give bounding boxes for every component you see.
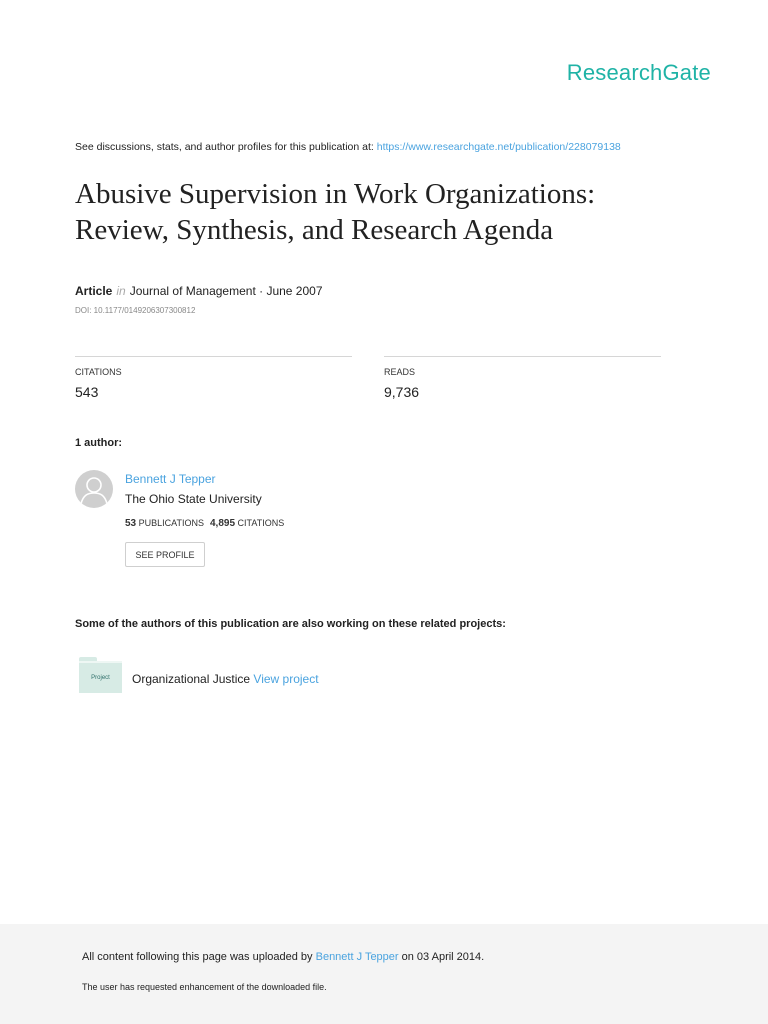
publication-title: [75, 176, 695, 248]
author-stats: [125, 518, 284, 529]
researchgate-logo[interactable]: ResearchGate: [566, 60, 711, 85]
reads-label: READS: [384, 367, 416, 377]
publication-meta: [75, 284, 323, 298]
project-item: [132, 672, 319, 686]
publication-type: Article: [75, 284, 113, 298]
view-project-link[interactable]: View project: [253, 672, 319, 686]
citations-stat: [75, 356, 352, 400]
title-line-2: Review, Synthesis, and Research Agenda: [75, 214, 554, 246]
title-line-1: Abusive Supervision in Work Organizations:: [75, 178, 596, 210]
project-name: Organizational Justice: [132, 672, 251, 686]
user-silhouette-icon[interactable]: [75, 470, 113, 508]
publication-url-link[interactable]: https://www.researchgate.net/publication/228079138: [376, 141, 621, 153]
citations-label: CITATIONS: [75, 367, 122, 377]
intro-line: [75, 141, 621, 153]
uploader-link[interactable]: Bennett J Tepper: [315, 951, 399, 963]
upload-note: [82, 951, 484, 963]
footer: [0, 924, 768, 1024]
in-word: in: [116, 284, 126, 298]
upload-suffix: on 03 April 2014.: [401, 951, 485, 963]
author-citations-count: 4,895: [210, 518, 236, 529]
reads-value: 9,736: [384, 384, 420, 400]
related-projects-heading: Some of the authors of this publication are also working on these related projects:: [75, 618, 506, 630]
publication-venue: Journal of Management · June 2007: [129, 284, 323, 298]
intro-text: See discussions, stats, and author profiles for this publication at:: [75, 141, 377, 153]
upload-prefix: All content following this page was uploaded by: [82, 951, 313, 963]
author-name-link[interactable]: Bennett J Tepper: [125, 472, 216, 486]
publication-doi: DOI: 10.1177/0149206307300812: [75, 306, 196, 315]
author-publications-count: 53: [125, 518, 137, 529]
project-folder-icon[interactable]: [79, 657, 122, 693]
author-institution: The Ohio State University: [125, 492, 262, 506]
project-icon-label: Project: [79, 661, 122, 693]
author-publications-label: PUBLICATIONS: [138, 518, 204, 528]
authors-heading: 1 author:: [75, 437, 123, 449]
reads-stat: [384, 356, 661, 400]
author-citations-label: CITATIONS: [237, 518, 285, 528]
citations-value: 543: [75, 384, 99, 400]
request-note: The user has requested enhancement of the downloaded file.: [82, 982, 327, 992]
see-profile-button[interactable]: SEE PROFILE: [125, 542, 205, 567]
